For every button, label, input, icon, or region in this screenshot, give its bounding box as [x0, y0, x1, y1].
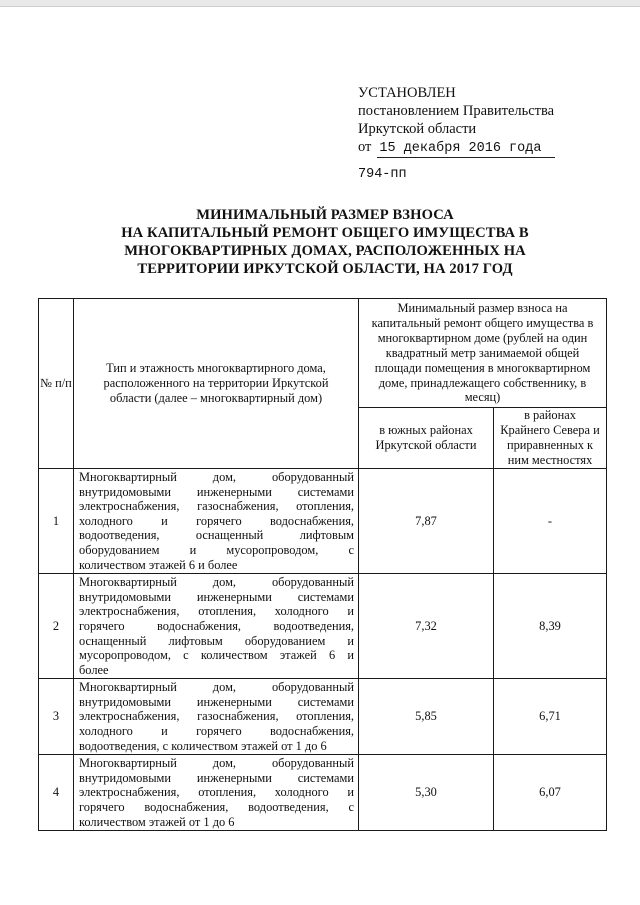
title-line: НА КАПИТАЛЬНЫЙ РЕМОНТ ОБЩЕГО ИМУЩЕСТВА В [121, 225, 529, 241]
desc-line: внутридомовыми инженерными системами [79, 589, 354, 604]
row-description [74, 679, 359, 755]
title-line: МНОГОКВАРТИРНЫХ ДОМАХ, РАСПОЛОЖЕННЫХ НА [124, 243, 526, 259]
desc-line: мусоропроводом, с количеством этажей 6 и [79, 648, 354, 663]
desc-line: Многоквартирный дом, оборудованный [79, 575, 354, 590]
desc-line: оборудованием и мусоропроводом, с [79, 542, 354, 557]
row-number: 1 [39, 468, 74, 573]
row-number: 4 [39, 755, 74, 831]
value-north: 8,39 [494, 574, 607, 679]
desc-line: холодного и горячего водоснабжения, [79, 513, 354, 528]
desc-line: водоотведения, оснащенный лифтовым [79, 528, 354, 543]
header-far-north: в районах Крайнего Севера и приравненных к ним местностях [494, 408, 607, 469]
row-description [74, 468, 359, 573]
desc-line: холодного и горячего водоснабжения, [79, 724, 354, 739]
desc-line: внутридомовыми инженерными системами [79, 484, 354, 499]
desc-line: горячего водоснабжения, водоотведения, с [79, 800, 354, 815]
desc-line: электроснабжения, отопления, холодного и [79, 785, 354, 800]
desc-line: электроснабжения, газоснабжения, отопления, [79, 709, 354, 724]
desc-line: водоотведения, с количеством этажей от 1 до 6 [79, 738, 327, 753]
header-number: № п/п [39, 299, 74, 469]
approval-block [358, 84, 628, 184]
row-description [74, 755, 359, 831]
desc-line: Многоквартирный дом, оборудованный [79, 469, 354, 484]
desc-line: Многоквартирный дом, оборудованный [79, 680, 354, 695]
desc-line: более [79, 662, 109, 677]
approval-date-value: 15 декабря 2016 года [377, 141, 555, 158]
approval-status: УСТАНОВЛЕН [358, 85, 456, 101]
row-description [74, 574, 359, 679]
approval-date-line [358, 138, 628, 158]
header-building-type: Тип и этажность многоквартирного дома, расположенного на территории Иркутской области (далее – многоквартирный дом) [74, 299, 359, 469]
desc-line: количеством этажей 6 и более [79, 557, 238, 572]
approval-date-prefix: от [358, 139, 372, 155]
desc-line: электроснабжения, газоснабжения, отопления, [79, 499, 354, 514]
fee-table [38, 298, 607, 831]
value-south: 5,30 [359, 755, 494, 831]
desc-line: внутридомовыми инженерными системами [79, 770, 354, 785]
desc-line: количеством этажей от 1 до 6 [79, 814, 235, 829]
approval-line-2: Иркутской области [358, 121, 477, 137]
value-south: 7,87 [359, 468, 494, 573]
table-row [39, 679, 607, 755]
table-row [39, 574, 607, 679]
approval-line-1: постановлением Правительства [358, 103, 555, 119]
value-south: 7,32 [359, 574, 494, 679]
desc-line: электроснабжения, отопления, холодного и [79, 604, 354, 619]
row-number: 2 [39, 574, 74, 679]
document-title [90, 206, 560, 278]
desc-line: Многоквартирный дом, оборудованный [79, 756, 354, 771]
title-line: ТЕРРИТОРИИ ИРКУТСКОЙ ОБЛАСТИ, НА 2017 ГОД [137, 261, 513, 277]
approval-number: 794-пп [358, 167, 407, 182]
header-min-fee: Минимальный размер взноса на капитальный ремонт общего имущества в многоквартирном доме (рублей на один квадратный метр занимаемой общей площади помещения в многоквартирном доме, принадлежащего собственнику, в месяц) [359, 299, 607, 408]
desc-line: внутридомовыми инженерными системами [79, 694, 354, 709]
value-north: - [494, 468, 607, 573]
desc-line: оснащенный лифтовым оборудованием и [79, 633, 354, 648]
value-north: 6,71 [494, 679, 607, 755]
value-south: 5,85 [359, 679, 494, 755]
row-number: 3 [39, 679, 74, 755]
value-north: 6,07 [494, 755, 607, 831]
title-line: МИНИМАЛЬНЫЙ РАЗМЕР ВЗНОСА [196, 207, 454, 223]
desc-line: горячего водоснабжения, водоотведения, [79, 618, 354, 633]
table-row [39, 468, 607, 573]
scan-top-edge-line [0, 6, 640, 7]
header-southern-regions: в южных районах Иркутской области [359, 408, 494, 469]
table-row [39, 755, 607, 831]
